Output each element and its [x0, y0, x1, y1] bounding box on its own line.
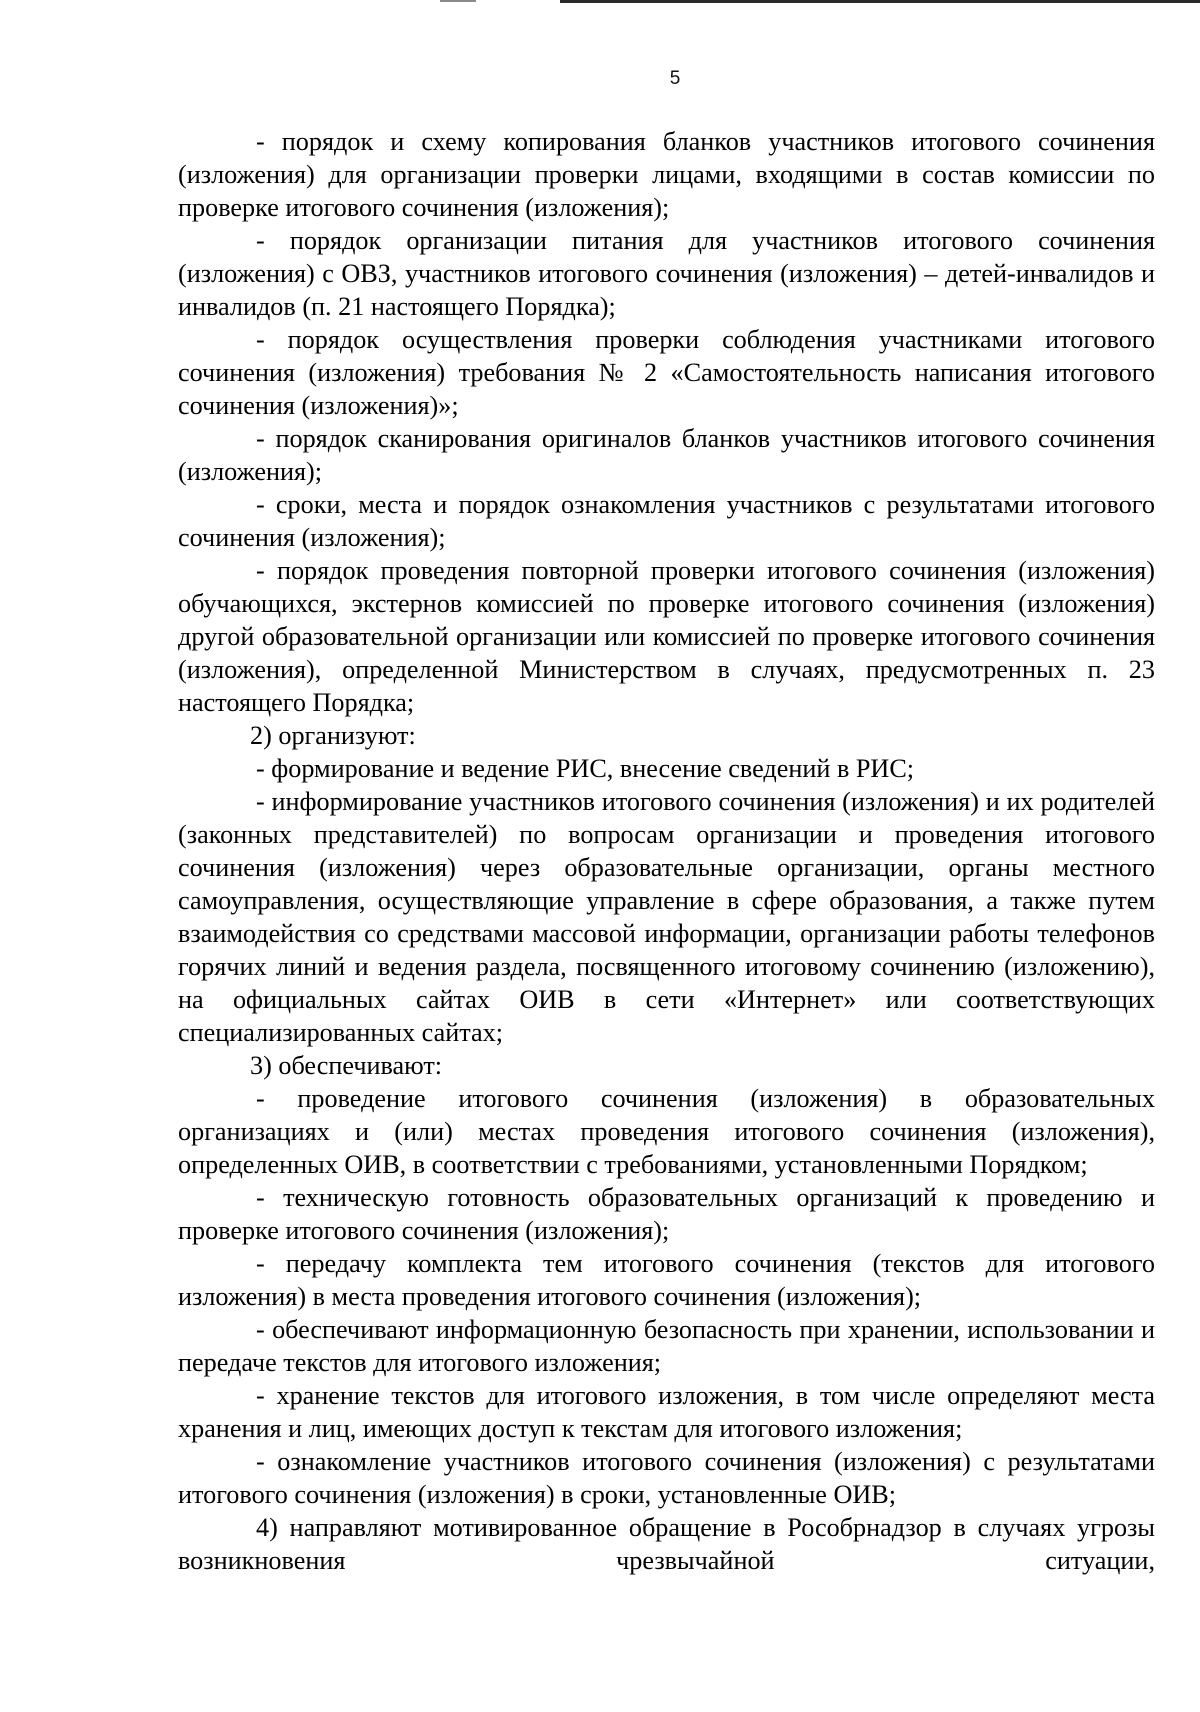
- list-item-conducting: - проведение итогового сочинения (изложения) в образовательных организациях и (или) местах проведения итогового сочинения (изложения), определенных ОИВ, в соответствии с требованиями, установленными Порядком;: [178, 1084, 1155, 1179]
- list-item-copy-blanks: - порядок и схему копирования бланков участников итогового сочинения (изложения) для организации проверки лицами, входящими в состав комиссии по проверке итогового сочинения (изложения);: [178, 127, 1155, 222]
- scan-artifact-top-edge: [560, 0, 1200, 3]
- list-item-technical-readiness: - техническую готовность образовательных организаций к проведению и проверке итогового сочинения (изложения);: [178, 1183, 1155, 1245]
- list-item-results-review: - сроки, места и порядок ознакомления участников с результатами итогового сочинения (изложения);: [178, 490, 1155, 552]
- section-heading-provide: 3) обеспечивают:: [250, 1051, 443, 1080]
- list-item-results-familiarization: - ознакомление участников итогового сочинения (изложения) с результатами итогового сочинения (изложения) в сроки, установленные ОИВ;: [178, 1447, 1155, 1509]
- list-item-meals: - порядок организации питания для участников итогового сочинения (изложения) с ОВЗ, участников итогового сочинения (изложения) – детей-инвалидов и инвалидов (п. 21 настоящего Порядка);: [178, 226, 1155, 321]
- list-item-ris: - формирование и ведение РИС, внесение сведений в РИС;: [256, 754, 915, 783]
- list-item-topic-transfer: - передачу комплекта тем итогового сочинения (текстов для итогового изложения) в места проведения итогового сочинения (изложения);: [178, 1249, 1155, 1311]
- section-heading-organize: 2) организуют:: [250, 721, 416, 750]
- list-item-info-security: - обеспечивают информационную безопасность при хранении, использовании и передаче текстов для итогового изложения;: [178, 1315, 1155, 1377]
- list-item-text-storage: - хранение текстов для итогового изложения, в том числе определяют места хранения и лиц, имеющих доступ к текстам для итогового изложения;: [178, 1381, 1155, 1443]
- scan-artifact-speck: [440, 0, 476, 2]
- list-item-requirement-check: - порядок осуществления проверки соблюдения участниками итогового сочинения (изложения) требования № 2 «Самостоятельность написания итогового сочинения (изложения)»;: [178, 325, 1155, 420]
- list-item-appeal: 4) направляют мотивированное обращение в Рособрнадзор в случаях угрозы возникновения чрезвычайной ситуации,: [178, 1513, 1155, 1575]
- list-item-scanning: - порядок сканирования оригиналов бланков участников итогового сочинения (изложения);: [178, 424, 1155, 486]
- list-item-repeat-check: - порядок проведения повторной проверки итогового сочинения (изложения) обучающихся, экстернов комиссией по проверке итогового сочинения (изложения) другой образовательной организации или комиссией по проверке итогового сочинения (изложения), определенной Министерством в случаях, предусмотренных п. 23 настоящего Порядка;: [178, 556, 1155, 717]
- page-number: 5: [669, 68, 681, 89]
- document-body: [178, 125, 1155, 1577]
- list-item-informing: - информирование участников итогового сочинения (изложения) и их родителей (законных представителей) по вопросам организации и проведения итогового сочинения (изложения) через образовательные организации, органы местного самоуправления, осуществляющие управление в сфере образования, а также путем взаимодействия со средствами массовой информации, организации работы телефонов горячих линий и ведения раздела, посвященного итоговому сочинению (изложению), на официальных сайтах ОИВ в сети «Интернет» или соответствующих специализированных сайтах;: [178, 787, 1155, 1047]
